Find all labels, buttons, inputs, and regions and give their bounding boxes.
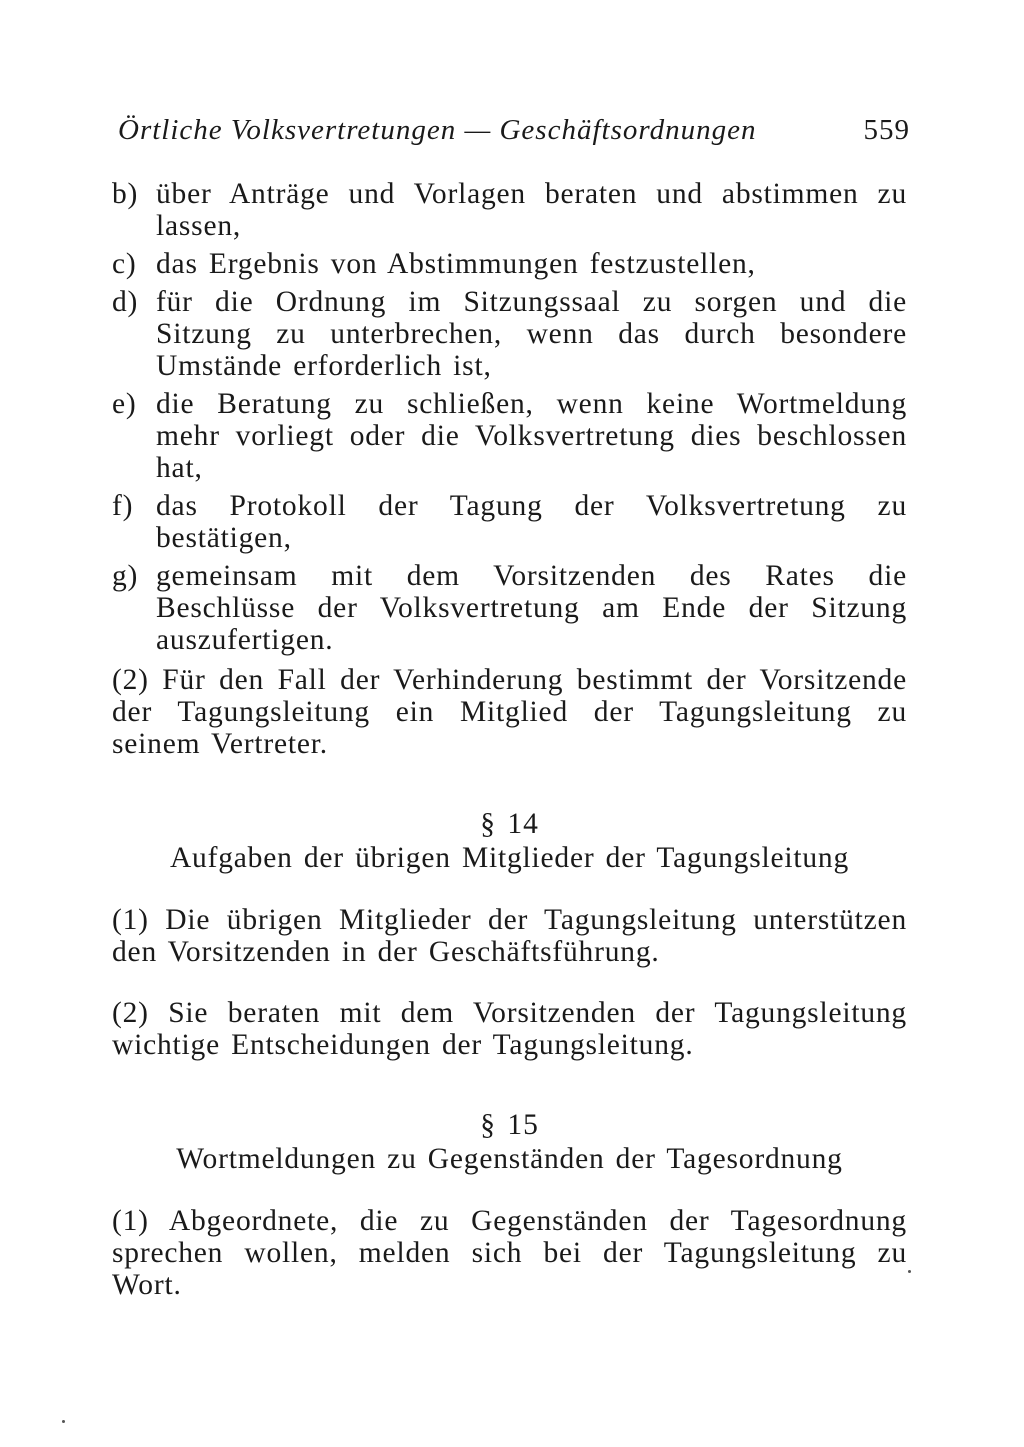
running-title: Örtliche Volksvertretungen — Geschäftsordnungen [118,114,757,146]
speck-mark [62,1420,65,1423]
section-14-paragraph-2: (2) Sie beraten mit dem Vorsitzenden der Tagungsleitung wichtige Entscheidungen der Tagungsleitung. [112,997,907,1061]
section-15-title: Wortmeldungen zu Gegenständen der Tagesordnung [176,1143,843,1175]
page-number: 559 [863,114,910,146]
list-item-d [112,286,907,382]
section-14-number: § 14 [480,808,539,840]
list-marker: d) [112,286,139,318]
list-item-text: das Ergebnis von Abstimmungen festzustellen, [156,248,756,280]
list-marker: b) [112,178,139,210]
section-14-title: Aufgaben der übrigen Mitglieder der Tagungsleitung [169,842,850,874]
paragraph-2-section-13: (2) Für den Fall der Verhinderung bestimmt der Vorsitzende der Tagungsleitung ein Mitglied der Tagungsleitung zu seinem Vertreter. [112,664,907,760]
body-text [112,178,907,1307]
list-marker: c) [112,248,137,280]
list-item-c [112,248,907,280]
list-item-f [112,490,907,554]
list-marker: g) [112,560,139,592]
list-item-text: für die Ordnung im Sitzungssaal zu sorgen und die Sitzung zu unterbrechen, wenn das durch besondere Umstände erforderlich ist, [156,286,907,382]
list-item-e [112,388,907,484]
list-item-g [112,560,907,656]
speck-mark [908,1270,911,1273]
list-marker: f) [112,490,134,522]
page-header [118,108,910,158]
section-15-paragraph-1: (1) Abgeordnete, die zu Gegenständen der Tagesordnung sprechen wollen, melden sich bei der Tagungsleitung zu Wort. [112,1204,907,1301]
list-item-text: das Protokoll der Tagung der Volksvertretung zu bestätigen, [156,490,907,554]
section-14-paragraph-1: (1) Die übrigen Mitglieder der Tagungsleitung unterstützen den Vorsitzenden in der Geschäftsführung. [112,903,907,968]
section-15-number: § 15 [480,1109,539,1141]
list-item-text: gemeinsam mit dem Vorsitzenden des Rates die Beschlüsse der Volksvertretung am Ende der Sitzung auszufertigen. [156,560,907,656]
list-marker: e) [112,388,137,420]
list-item-text: die Beratung zu schließen, wenn keine Wortmeldung mehr vorliegt oder die Volksvertretung dies beschlossen hat, [156,388,907,484]
list-item-b [112,178,907,242]
list-item-text: über Anträge und Vorlagen beraten und abstimmen zu lassen, [156,178,907,242]
